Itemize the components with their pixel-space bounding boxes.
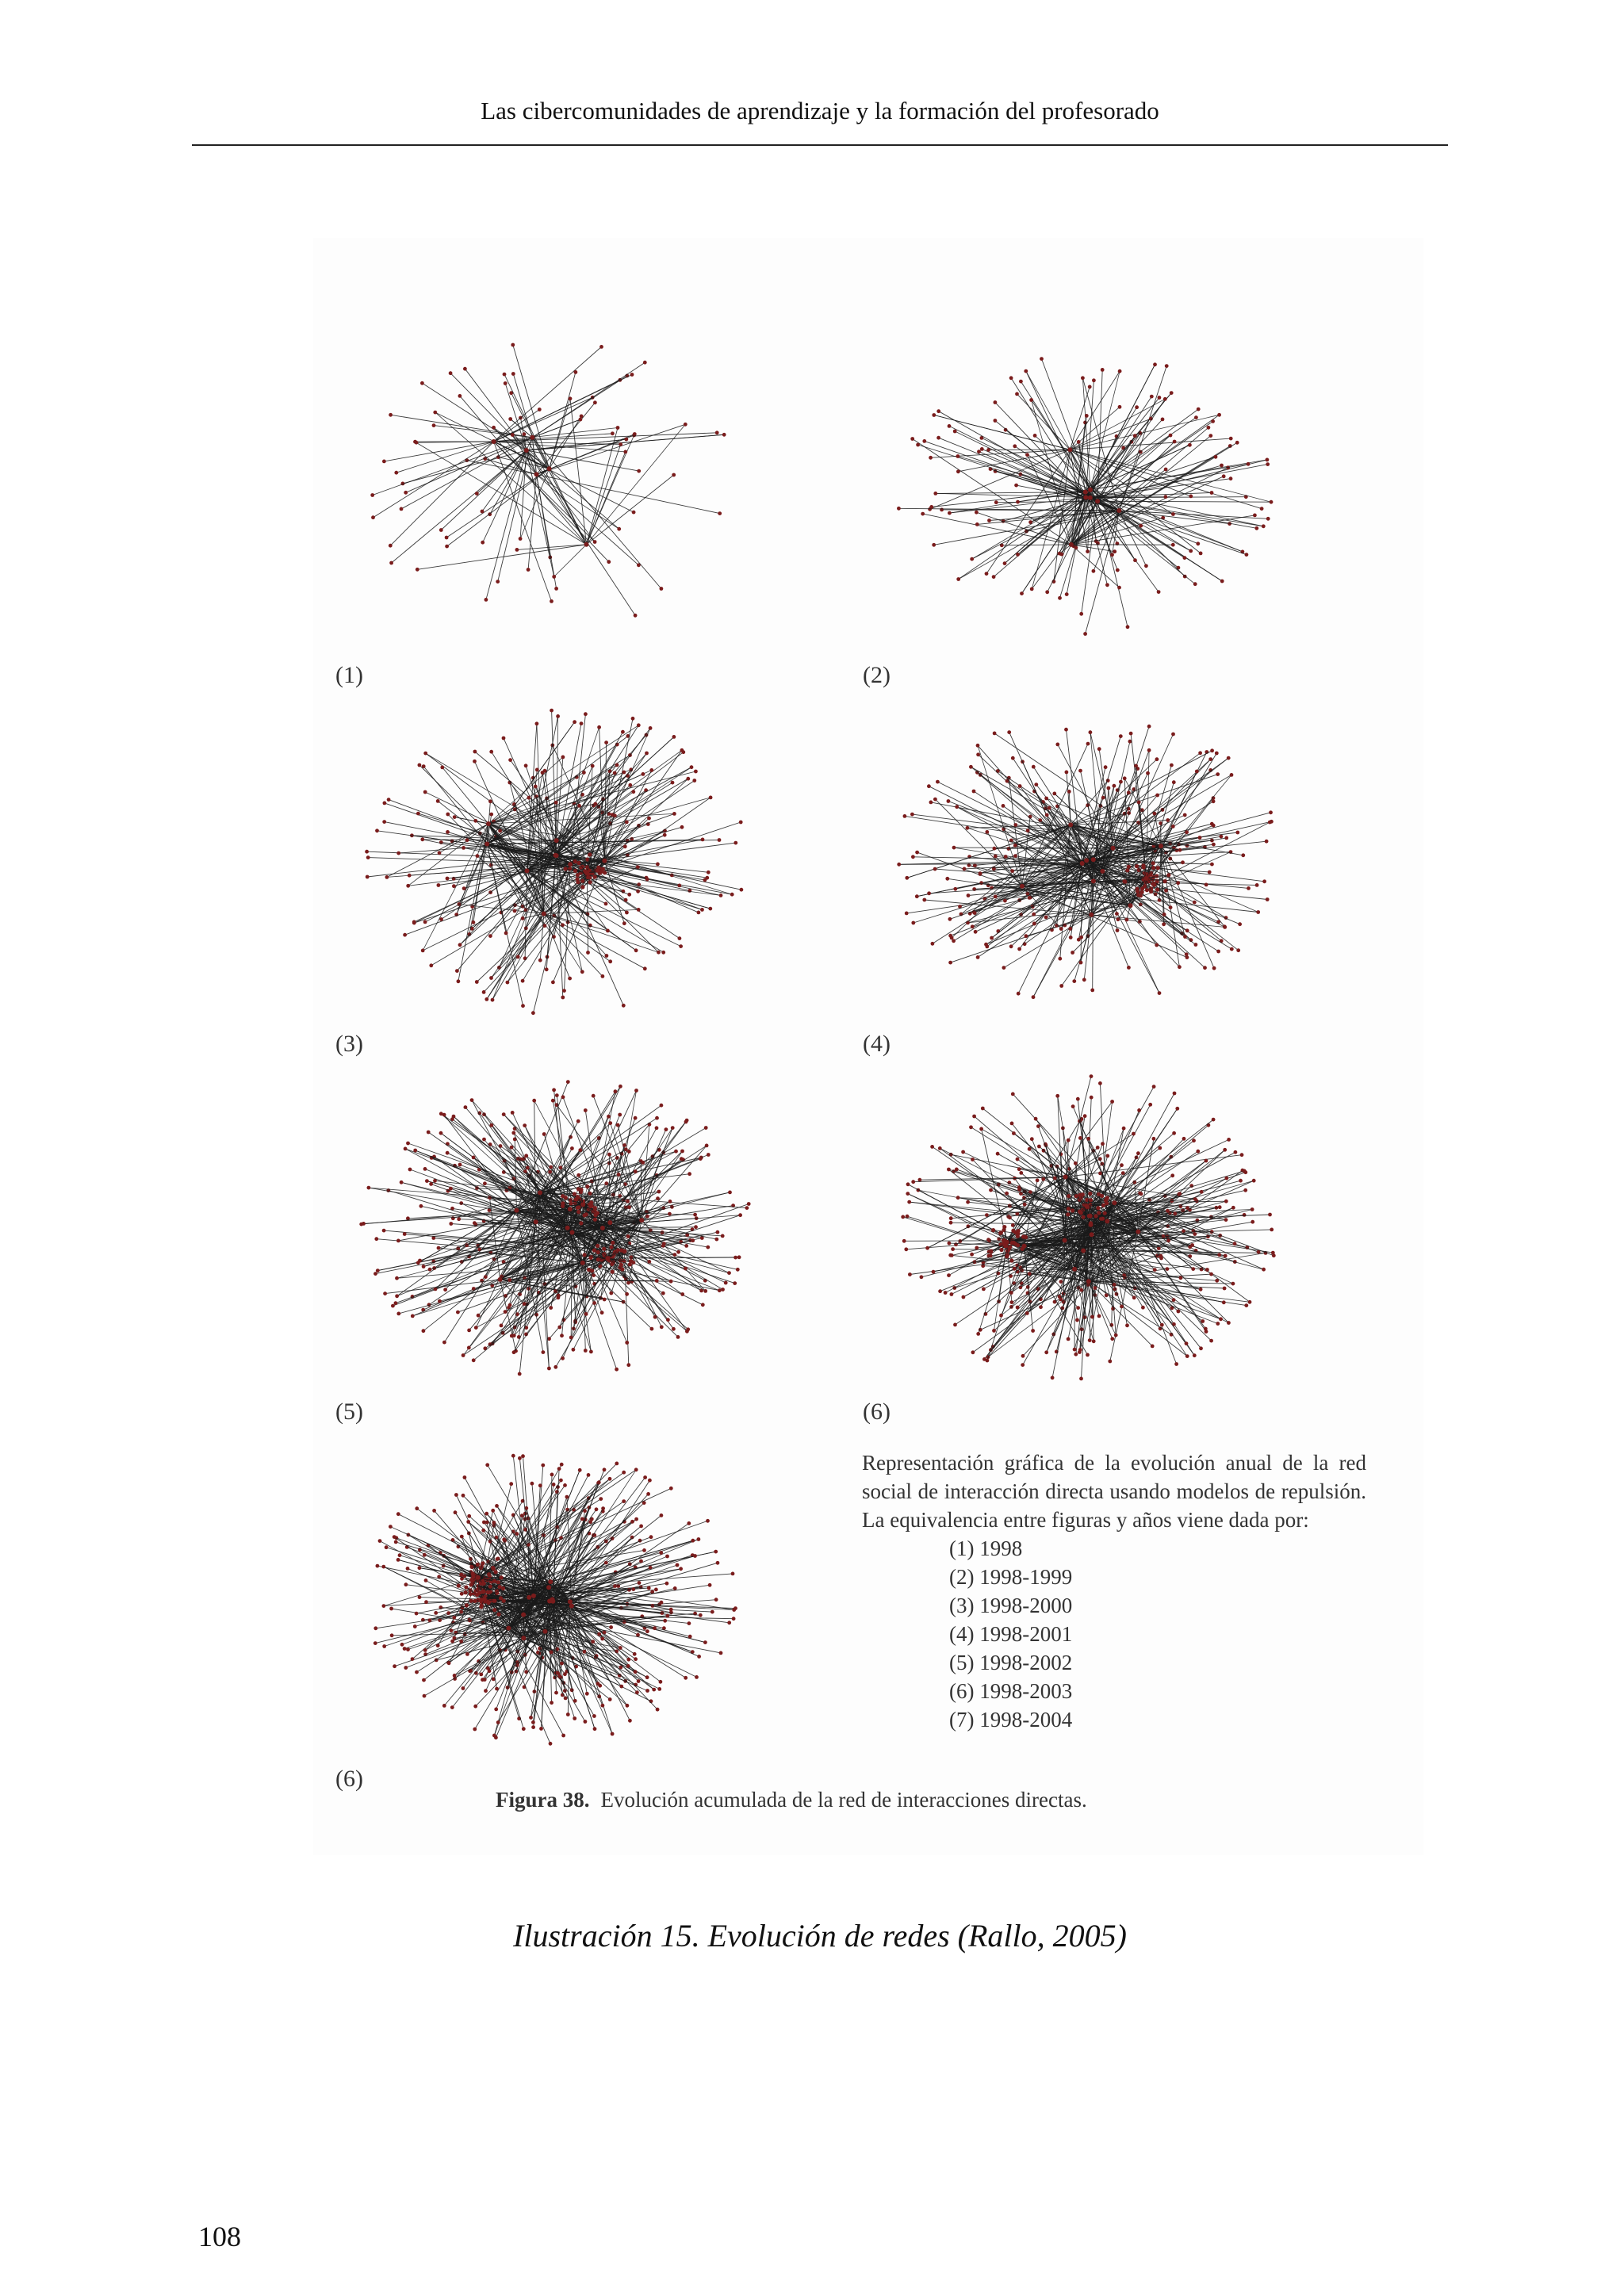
- figure-number: Figura 38.: [496, 1788, 590, 1812]
- panel-label-3: (3): [335, 1031, 363, 1057]
- legend-item: (2) 1998-1999: [949, 1565, 1073, 1589]
- page-number: 108: [198, 2221, 241, 2252]
- figure-caption-text: Evolución acumulada de la red de interacciones directas.: [600, 1788, 1087, 1812]
- panel-label-1: (1): [335, 662, 363, 688]
- illustration-caption: Ilustración 15. Evolución de redes (Rallo, 2005): [513, 1918, 1127, 1954]
- panel-label-2: (2): [863, 662, 891, 688]
- legend-intro: Representación gráfica de la evolución anual de la red social de interacción directa usando modelos de repulsión. La equivalencia entre figuras y años viene dada por:: [862, 1451, 1366, 1532]
- figure-caption: [496, 1788, 1368, 1812]
- legend-item: (3) 1998-2000: [949, 1594, 1073, 1617]
- header-rule: [192, 144, 1448, 146]
- legend-item: (1) 1998: [949, 1536, 1023, 1560]
- network-panel-6: [901, 1074, 1275, 1380]
- legend-item: (6) 1998-2003: [949, 1679, 1073, 1703]
- panel-label-4: (4): [863, 1031, 891, 1057]
- legend-list: [862, 1534, 1366, 1734]
- panel-label-7: (6): [335, 1766, 363, 1792]
- network-panel-5: [359, 1080, 750, 1376]
- panel-label-6: (6): [863, 1399, 891, 1425]
- network-panel-3: [365, 709, 743, 1015]
- figure-legend: [862, 1448, 1366, 1734]
- legend-item: (4) 1998-2001: [949, 1622, 1073, 1646]
- legend-item: (5) 1998-2002: [949, 1651, 1073, 1674]
- network-figure: [313, 238, 1423, 1855]
- legend-item: (7) 1998-2004: [949, 1708, 1073, 1732]
- network-panel-4: [897, 725, 1274, 999]
- panel-label-5: (5): [335, 1399, 363, 1425]
- network-panel-7: [373, 1454, 737, 1746]
- running-header: Las cibercomunidades de aprendizaje y la formación del profesorado: [481, 97, 1159, 124]
- network-panel-2: [897, 357, 1273, 636]
- network-panel-1: [370, 343, 726, 618]
